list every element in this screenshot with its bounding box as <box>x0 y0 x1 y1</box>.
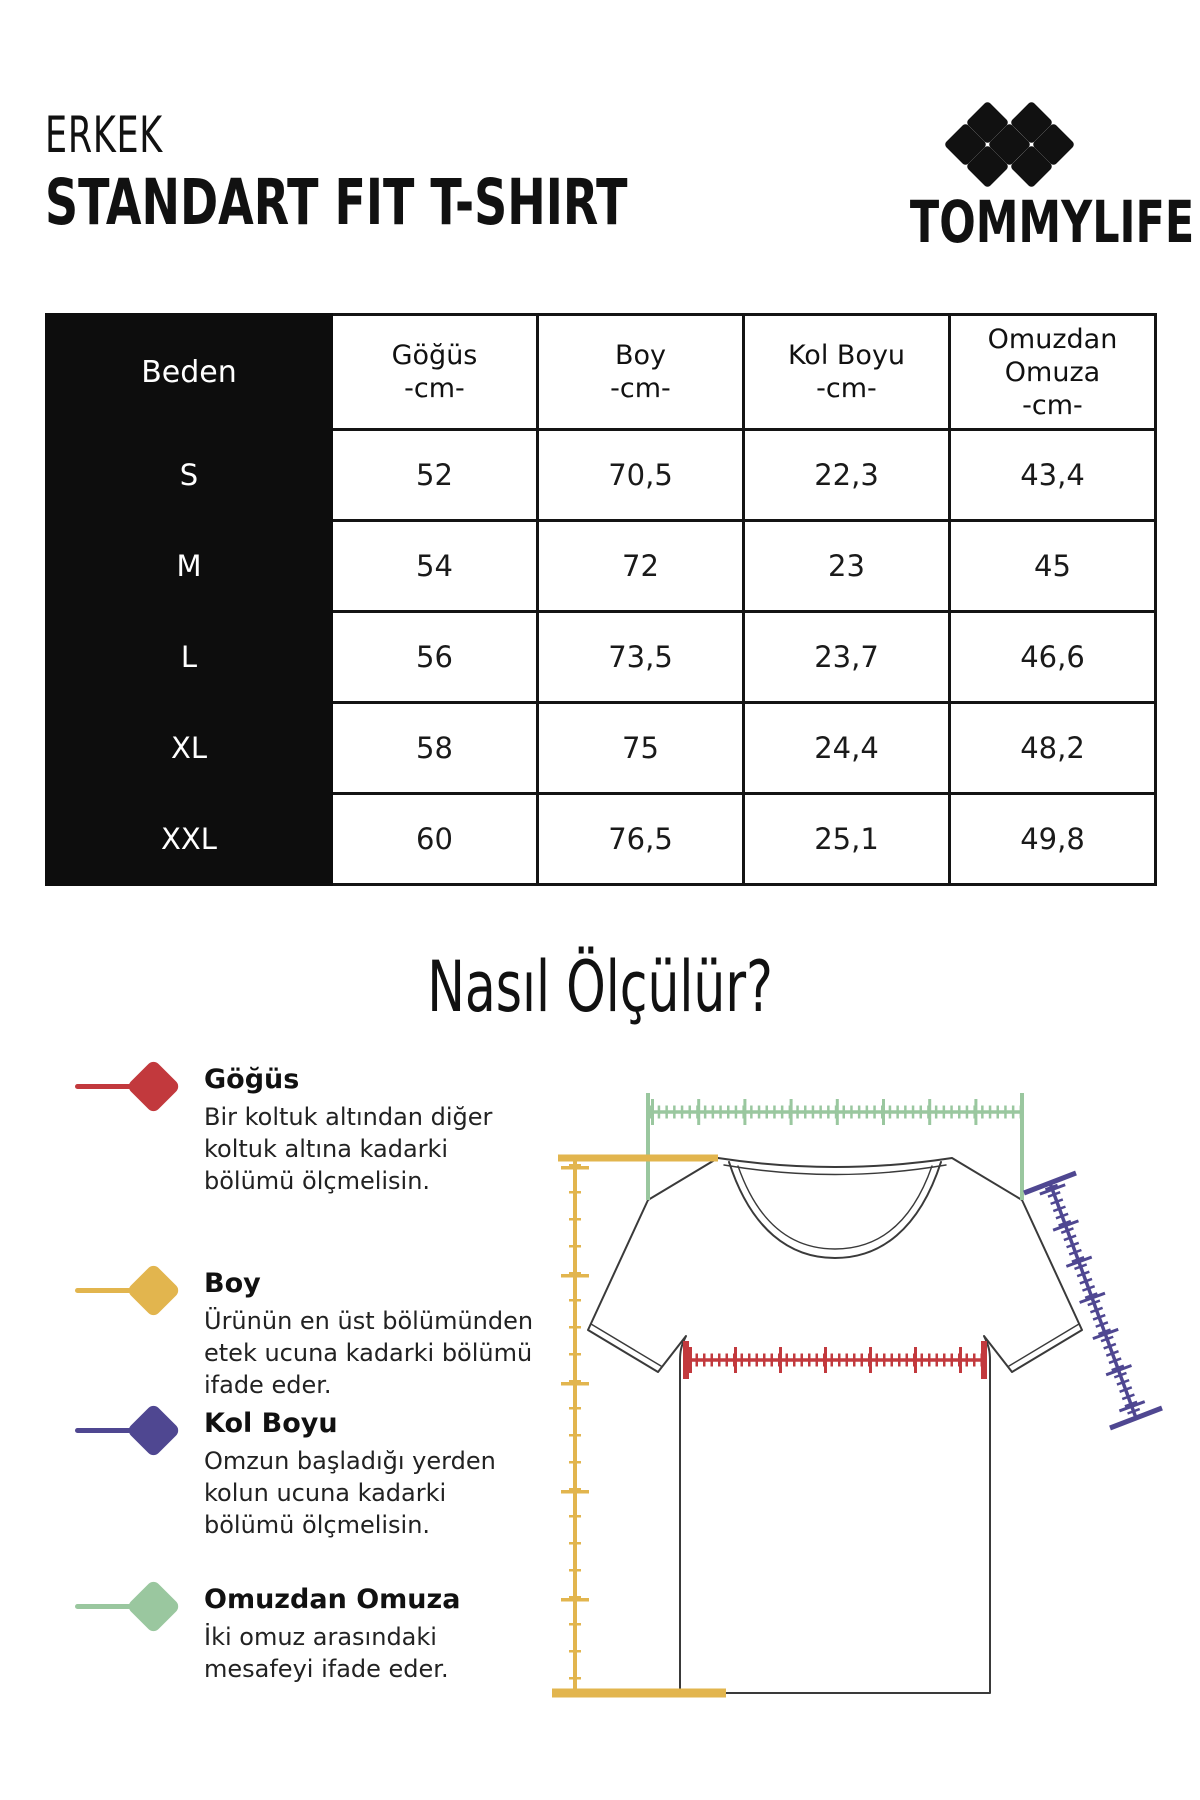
brand-wordmark <box>860 188 1195 256</box>
value-cell: 48,2 <box>950 703 1156 794</box>
size-cell: XXL <box>47 794 332 885</box>
brand-wordmark-text: TOMMYLIFE <box>909 188 1195 256</box>
legend-item-gogus <box>72 1064 544 1197</box>
size-cell: S <box>47 430 332 521</box>
value-cell: 25,1 <box>744 794 950 885</box>
value-cell: 22,3 <box>744 430 950 521</box>
legend-title: Omuzdan Omuza <box>204 1584 461 1615</box>
legend-description: Bir koltuk altından diğer koltuk altına kadarki bölümü ölçmelisin. <box>204 1103 493 1195</box>
value-cell: 43,4 <box>950 430 1156 521</box>
value-cell: 24,4 <box>744 703 950 794</box>
diamond-icon <box>126 1263 181 1318</box>
column-header-gogus <box>332 315 538 430</box>
tshirt-measurement-diagram <box>490 1080 1200 1720</box>
diamond-icon <box>126 1579 181 1634</box>
column-header-omuzdan-omuza <box>950 315 1156 430</box>
column-unit: -cm- <box>610 373 671 404</box>
how-to-measure-title-text: Nasıl Ölçülür? <box>427 946 773 1028</box>
size-table-corner-header: Beden <box>47 315 332 430</box>
value-cell: 54 <box>332 521 538 612</box>
product-title <box>45 166 843 239</box>
legend-description: Ürünün en üst bölümünden etek ucuna kadarki bölümü ifade eder. <box>204 1307 534 1399</box>
column-unit: -cm- <box>404 373 465 404</box>
legend-title: Göğüs <box>204 1064 300 1095</box>
column-label: Omuzdan Omuza <box>987 323 1118 388</box>
size-table-header-row <box>47 315 1156 430</box>
table-row <box>47 703 1156 794</box>
value-cell: 70,5 <box>538 430 744 521</box>
diamond-icon <box>126 1059 181 1114</box>
column-header-boy <box>538 315 744 430</box>
tshirt-outline <box>588 1158 1082 1693</box>
table-row <box>47 794 1156 885</box>
shoulder-marker-icon <box>72 1586 190 1630</box>
column-label: Göğüs <box>391 340 478 371</box>
value-cell: 73,5 <box>538 612 744 703</box>
value-cell: 60 <box>332 794 538 885</box>
value-cell: 46,6 <box>950 612 1156 703</box>
column-header-kol-boyu <box>744 315 950 430</box>
length-marker-icon <box>72 1270 190 1314</box>
table-row <box>47 430 1156 521</box>
value-cell: 56 <box>332 612 538 703</box>
diamond-icon <box>126 1403 181 1458</box>
table-row <box>47 521 1156 612</box>
size-table <box>45 313 1157 886</box>
value-cell: 72 <box>538 521 744 612</box>
column-unit: -cm- <box>1022 389 1083 421</box>
sleeve-marker-icon <box>72 1410 190 1454</box>
legend-item-kol-boyu <box>72 1408 544 1541</box>
size-cell: M <box>47 521 332 612</box>
category-title <box>45 106 214 164</box>
legend-title: Kol Boyu <box>204 1408 338 1439</box>
value-cell: 52 <box>332 430 538 521</box>
value-cell: 45 <box>950 521 1156 612</box>
column-label: Kol Boyu <box>787 340 906 371</box>
value-cell: 75 <box>538 703 744 794</box>
how-to-measure-title <box>0 946 1200 1028</box>
value-cell: 23,7 <box>744 612 950 703</box>
legend-item-boy <box>72 1268 544 1401</box>
column-label: Boy <box>614 340 667 371</box>
value-cell: 23 <box>744 521 950 612</box>
value-cell: 49,8 <box>950 794 1156 885</box>
product-title-text: STANDART FIT T-SHIRT <box>45 166 628 239</box>
legend-description: Omzun başladığı yerden kolun ucuna kadarki bölümü ölçmelisin. <box>204 1447 496 1539</box>
chest-marker-icon <box>72 1066 190 1110</box>
column-unit: -cm- <box>816 373 877 404</box>
brand-logo-diamonds-icon <box>940 99 1078 189</box>
legend-title: Boy <box>204 1268 261 1299</box>
legend-description: İki omuz arasındaki mesafeyi ifade eder. <box>204 1623 449 1683</box>
value-cell: 76,5 <box>538 794 744 885</box>
size-cell: XL <box>47 703 332 794</box>
value-cell: 58 <box>332 703 538 794</box>
size-cell: L <box>47 612 332 703</box>
legend-item-omuzdan-omuza <box>72 1584 544 1685</box>
category-title-text: ERKEK <box>45 106 163 164</box>
table-row <box>47 612 1156 703</box>
